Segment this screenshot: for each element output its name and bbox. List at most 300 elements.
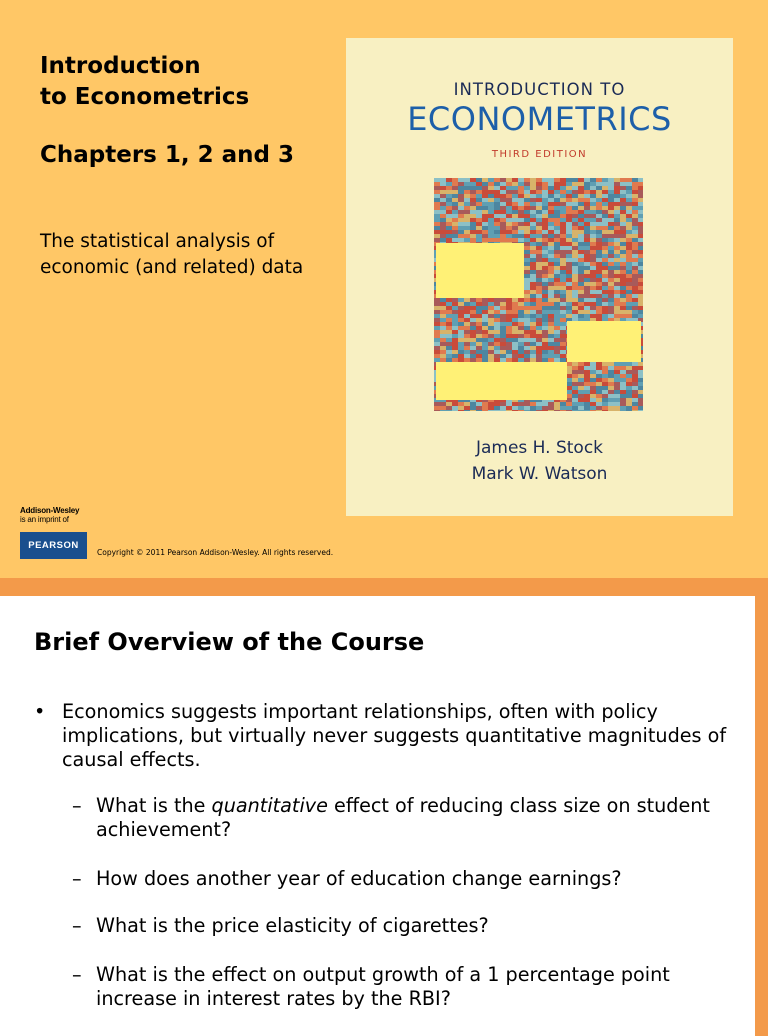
heatmap-cell [440, 330, 446, 334]
heatmap-cell [440, 202, 446, 206]
heatmap-cell [560, 178, 566, 182]
heatmap-cell [536, 334, 542, 338]
heatmap-cell [602, 262, 608, 266]
heatmap-cell [506, 186, 512, 190]
heatmap-cell [560, 306, 566, 310]
heatmap-cell [626, 258, 632, 262]
heatmap-cell [518, 354, 524, 358]
heatmap-cell [542, 226, 548, 230]
heatmap-cell [554, 358, 560, 362]
heatmap-cell [524, 274, 530, 278]
heatmap-cell [524, 282, 530, 286]
heatmap-cell [578, 374, 584, 378]
heatmap-cell [518, 338, 524, 342]
heatmap-cell [452, 334, 458, 338]
heatmap-cell [488, 318, 494, 322]
heatmap-cell [608, 278, 614, 282]
heatmap-cell [464, 230, 470, 234]
heatmap-cell [440, 322, 446, 326]
heatmap-cell [476, 358, 482, 362]
heatmap-cell [470, 230, 476, 234]
heatmap-cell [536, 210, 542, 214]
heatmap-cell [632, 290, 638, 294]
heatmap-cell [584, 394, 590, 398]
heatmap-cell [554, 406, 560, 410]
heatmap-cell [542, 238, 548, 242]
heatmap-cell [608, 410, 614, 411]
heatmap-cell [590, 402, 596, 406]
heatmap-cell [626, 370, 632, 374]
heatmap-cell [518, 210, 524, 214]
heatmap-cell [482, 402, 488, 406]
heatmap-cell [614, 230, 620, 234]
heatmap-cell [596, 270, 602, 274]
heatmap-cell [590, 270, 596, 274]
heatmap-cell [434, 318, 440, 322]
heatmap-cell [500, 314, 506, 318]
heatmap-cell [440, 354, 446, 358]
heatmap-cell [632, 298, 638, 302]
heatmap-cell [524, 238, 530, 242]
heatmap-cell [614, 366, 620, 370]
sub-item-1 [72, 794, 732, 842]
heatmap-cell [584, 206, 590, 210]
heatmap-cell [434, 410, 440, 411]
heatmap-cell [620, 222, 626, 226]
heatmap-cell [536, 342, 542, 346]
heatmap-cell [572, 398, 578, 402]
heatmap-cell [530, 270, 536, 274]
heatmap-cell [434, 402, 440, 406]
heatmap-cell [578, 234, 584, 238]
heatmap-cell [632, 250, 638, 254]
heatmap-cell [590, 210, 596, 214]
heatmap-cell [626, 286, 632, 290]
heatmap-cell [530, 190, 536, 194]
heatmap-cell [476, 182, 482, 186]
heatmap-cell [608, 286, 614, 290]
heatmap-cell [464, 326, 470, 330]
heatmap-cell [626, 406, 632, 410]
heatmap-cell [560, 234, 566, 238]
heatmap-cell [620, 210, 626, 214]
heatmap-cell [446, 214, 452, 218]
heatmap-cell [614, 206, 620, 210]
heatmap-cell [440, 218, 446, 222]
heatmap-cell [620, 310, 626, 314]
heatmap-cell [440, 334, 446, 338]
heatmap-cell [530, 194, 536, 198]
heatmap-cell [590, 394, 596, 398]
heatmap-cell [524, 250, 530, 254]
heatmap-cell [620, 378, 626, 382]
heatmap-cell [548, 406, 554, 410]
heatmap-cell [554, 282, 560, 286]
heatmap-cell [566, 186, 572, 190]
heatmap-cell [488, 410, 494, 411]
heatmap-cell [536, 222, 542, 226]
heatmap-cell [620, 198, 626, 202]
heatmap-cell [476, 338, 482, 342]
heatmap-cell [638, 194, 643, 198]
heatmap-cell [506, 206, 512, 210]
heatmap-cell [548, 234, 554, 238]
heatmap-cell [584, 290, 590, 294]
heatmap-cell [452, 358, 458, 362]
heatmap-cell [626, 374, 632, 378]
sub-item-2-text: How does another year of education change earnings? [96, 867, 622, 890]
heatmap-cell [446, 322, 452, 326]
heatmap-cell [506, 406, 512, 410]
heatmap-cell [602, 250, 608, 254]
heatmap-cell [440, 238, 446, 242]
heatmap-cell [434, 198, 440, 202]
heatmap-cell [506, 298, 512, 302]
heatmap-cell [464, 226, 470, 230]
heatmap-cell [536, 294, 542, 298]
heatmap-cell [524, 310, 530, 314]
heatmap-cell [614, 314, 620, 318]
heatmap-cell [596, 222, 602, 226]
heatmap-cell [548, 330, 554, 334]
heatmap-cell [440, 226, 446, 230]
heatmap-cell [608, 218, 614, 222]
bullet-dot-icon: • [34, 700, 46, 723]
heatmap-cell [542, 190, 548, 194]
heatmap-cell [542, 298, 548, 302]
heatmap-cell [554, 302, 560, 306]
heatmap-cell [464, 238, 470, 242]
heatmap-cell [554, 326, 560, 330]
heatmap-cell [464, 318, 470, 322]
heatmap-cell [572, 390, 578, 394]
heatmap-cell [476, 314, 482, 318]
heatmap-cell [518, 322, 524, 326]
heatmap-cell [566, 306, 572, 310]
heatmap-cell [524, 202, 530, 206]
heatmap-cell [554, 254, 560, 258]
heatmap-cell [614, 238, 620, 242]
heatmap-cell [500, 186, 506, 190]
heatmap-cell [578, 178, 584, 182]
heatmap-cell [602, 382, 608, 386]
heatmap-cell [452, 190, 458, 194]
heatmap-cell [506, 218, 512, 222]
heatmap-cell [440, 314, 446, 318]
heatmap-cell [482, 186, 488, 190]
heatmap-cell [584, 182, 590, 186]
heatmap-cell [596, 218, 602, 222]
heatmap-cell [548, 298, 554, 302]
heatmap-cell [584, 266, 590, 270]
heatmap-cell [584, 378, 590, 382]
heatmap-cell [572, 378, 578, 382]
heatmap-cell [578, 258, 584, 262]
heatmap-cell [560, 262, 566, 266]
heatmap-cell [512, 358, 518, 362]
heatmap-cell [554, 230, 560, 234]
heatmap-cell [590, 182, 596, 186]
heatmap-cell [524, 306, 530, 310]
heatmap-cell [530, 346, 536, 350]
heatmap-cell [530, 334, 536, 338]
heatmap-cell [464, 302, 470, 306]
heatmap-cell [506, 194, 512, 198]
heatmap-cell [590, 218, 596, 222]
heatmap-cell [632, 234, 638, 238]
cover-top-text: INTRODUCTION TO [453, 80, 626, 99]
heatmap-cell [554, 338, 560, 342]
heatmap-cell [506, 202, 512, 206]
main-bullet-text: Economics suggests important relationships, often with policy implications, but virtually never suggests quantitative magnitudes of causal effects. [62, 700, 727, 771]
heatmap-cell [584, 278, 590, 282]
heatmap-cell [554, 250, 560, 254]
heatmap-cell [620, 206, 626, 210]
heatmap-cell [458, 238, 464, 242]
heatmap-cell [566, 406, 572, 410]
heatmap-cell [458, 298, 464, 302]
heatmap-cell [494, 302, 500, 306]
heatmap-cell [608, 402, 614, 406]
heatmap-cell [560, 226, 566, 230]
heatmap-cell [452, 354, 458, 358]
heatmap-cell [584, 222, 590, 226]
heatmap-cell [536, 314, 542, 318]
heatmap-cell [536, 318, 542, 322]
heatmap-cell [560, 194, 566, 198]
heatmap-cell [614, 370, 620, 374]
heatmap-cell [560, 218, 566, 222]
heatmap-cell [434, 298, 440, 302]
heatmap-cell [620, 278, 626, 282]
heatmap-cell [434, 194, 440, 198]
heatmap-cell [542, 330, 548, 334]
heatmap-cell [626, 266, 632, 270]
heatmap-cell [638, 178, 643, 182]
heatmap-cell [518, 186, 524, 190]
heatmap-cell [458, 198, 464, 202]
heatmap-cell [632, 246, 638, 250]
heatmap-cell [434, 302, 440, 306]
heatmap-cell [476, 202, 482, 206]
heatmap-cell [566, 294, 572, 298]
heatmap-cell [542, 262, 548, 266]
heatmap-cell [572, 374, 578, 378]
heatmap-cell [530, 286, 536, 290]
heatmap-cell [632, 194, 638, 198]
heatmap-cell [542, 334, 548, 338]
heatmap-cell [458, 314, 464, 318]
heatmap-cell [506, 314, 512, 318]
heatmap-cell [620, 294, 626, 298]
heatmap-cell [590, 186, 596, 190]
heatmap-cell [578, 210, 584, 214]
heatmap-cell [506, 222, 512, 226]
heatmap-cell [494, 342, 500, 346]
heatmap-cell [524, 290, 530, 294]
heatmap-cell [602, 286, 608, 290]
heatmap-cell [590, 274, 596, 278]
heatmap-cell [566, 218, 572, 222]
heatmap-cell [596, 266, 602, 270]
heatmap-cell [524, 358, 530, 362]
heatmap-cell [584, 210, 590, 214]
heatmap-cell [584, 410, 590, 411]
heatmap-cell [548, 346, 554, 350]
heatmap-cell [626, 230, 632, 234]
heatmap-cell [590, 386, 596, 390]
heatmap-cell [554, 290, 560, 294]
heatmap-cell [494, 178, 500, 182]
heatmap-cell [524, 286, 530, 290]
heatmap-cell [470, 234, 476, 238]
heatmap-cell [452, 406, 458, 410]
heatmap-cell [632, 182, 638, 186]
heatmap-cell [506, 210, 512, 214]
heatmap-cell [500, 198, 506, 202]
heatmap-cell [494, 306, 500, 310]
heatmap-cell [560, 286, 566, 290]
heatmap-cell [476, 402, 482, 406]
heatmap-cell [482, 322, 488, 326]
heatmap-cell [584, 402, 590, 406]
heatmap-cell [440, 186, 446, 190]
heatmap-cell [518, 406, 524, 410]
heatmap-cell [578, 394, 584, 398]
heatmap-cell [530, 218, 536, 222]
heatmap-cell [536, 282, 542, 286]
heatmap-cell [488, 234, 494, 238]
heatmap-cell [488, 310, 494, 314]
heatmap-cell [434, 406, 440, 410]
heatmap-cell [476, 198, 482, 202]
heatmap-cell [620, 390, 626, 394]
heatmap-cell [554, 186, 560, 190]
heatmap-cell [482, 222, 488, 226]
heatmap-cell [434, 306, 440, 310]
heatmap-cell [572, 262, 578, 266]
heatmap-cell [536, 178, 542, 182]
heatmap-cell [560, 210, 566, 214]
heatmap-cell [524, 190, 530, 194]
heatmap-cell [458, 230, 464, 234]
heatmap-cell [500, 322, 506, 326]
sub-item-1-text [96, 794, 732, 842]
heatmap-cell [614, 178, 620, 182]
heatmap-cell [578, 402, 584, 406]
heatmap-cell [590, 310, 596, 314]
heatmap-cell [506, 326, 512, 330]
heatmap-cell [446, 238, 452, 242]
heatmap-cell [458, 358, 464, 362]
heatmap-cell [590, 258, 596, 262]
heatmap-cell [458, 306, 464, 310]
heatmap-cell [596, 194, 602, 198]
heatmap-cell [500, 358, 506, 362]
heatmap-cell [602, 406, 608, 410]
heatmap-cell [632, 302, 638, 306]
heatmap-cell [482, 406, 488, 410]
heatmap-cell [614, 194, 620, 198]
heatmap-cell [560, 254, 566, 258]
heatmap-cell [602, 302, 608, 306]
heatmap-cell [542, 242, 548, 246]
heatmap-cell [620, 258, 626, 262]
heatmap-cell [518, 238, 524, 242]
heatmap-cell [524, 258, 530, 262]
heatmap-cell [608, 366, 614, 370]
heatmap-cell [440, 402, 446, 406]
heatmap-cell [590, 382, 596, 386]
addison-wesley-logo [20, 506, 79, 524]
heatmap-cell [548, 350, 554, 354]
heatmap-cell [632, 378, 638, 382]
heatmap-cell [458, 186, 464, 190]
heatmap-cell [446, 210, 452, 214]
heatmap-cell [458, 222, 464, 226]
heatmap-cell [590, 314, 596, 318]
heatmap-cell [578, 262, 584, 266]
heatmap-cell [584, 230, 590, 234]
heatmap-cell [530, 402, 536, 406]
heatmap-cell [530, 198, 536, 202]
heatmap-cell [476, 346, 482, 350]
heatmap-cell [512, 214, 518, 218]
heatmap-cell [482, 326, 488, 330]
heatmap-cell [482, 202, 488, 206]
heatmap-cell [542, 402, 548, 406]
heatmap-cell [566, 222, 572, 226]
heatmap-cell [434, 210, 440, 214]
heatmap-cell [554, 274, 560, 278]
heatmap-cell [542, 346, 548, 350]
heatmap-cell [620, 262, 626, 266]
heatmap-cell [458, 310, 464, 314]
heatmap-cell [596, 238, 602, 242]
heatmap-cell [518, 218, 524, 222]
heatmap-cell [614, 210, 620, 214]
heatmap-cell [596, 206, 602, 210]
heatmap-cell [554, 346, 560, 350]
heatmap-cell [524, 410, 530, 411]
heatmap-cell [506, 410, 512, 411]
heatmap-cell [608, 266, 614, 270]
heatmap-cell [590, 190, 596, 194]
heatmap-cell [512, 342, 518, 346]
heatmap-cell [632, 198, 638, 202]
heatmap-cell [482, 350, 488, 354]
heatmap-cell [542, 222, 548, 226]
heatmap-cell [434, 182, 440, 186]
heatmap-cell [512, 234, 518, 238]
heatmap-cell [620, 302, 626, 306]
heatmap-cell [482, 226, 488, 230]
heatmap-cell [452, 194, 458, 198]
heatmap-cell [446, 406, 452, 410]
heatmap-cell [524, 206, 530, 210]
heatmap-cell [596, 186, 602, 190]
heatmap-cell [560, 246, 566, 250]
heatmap-cell [638, 282, 643, 286]
heatmap-cell [440, 178, 446, 182]
heatmap-cell [548, 286, 554, 290]
heatmap-cell [632, 222, 638, 226]
heatmap-cell [452, 310, 458, 314]
heatmap-cell [608, 190, 614, 194]
heatmap-cell [572, 230, 578, 234]
heatmap-block-1 [436, 243, 524, 298]
heatmap-cell [542, 258, 548, 262]
